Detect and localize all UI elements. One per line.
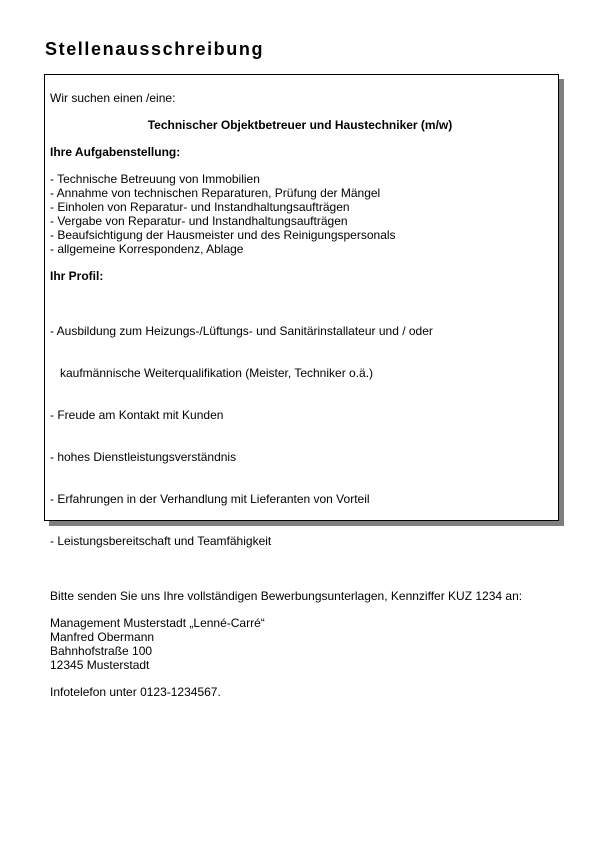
task-item: - Einholen von Reparatur- und Instandhaltungsaufträgen — [50, 200, 350, 214]
address-block — [50, 616, 550, 672]
address-city: 12345 Musterstadt — [50, 658, 150, 672]
profile-item: kaufmännische Weiterqualifikation (Meister, Techniker o.ä.) — [50, 366, 374, 380]
tasks-list — [50, 172, 550, 256]
task-item: - Vergabe von Reparatur- und Instandhaltungsaufträgen — [50, 214, 348, 228]
task-item: - allgemeine Korrespondenz, Ablage — [50, 242, 244, 256]
profile-item: - Ausbildung zum Heizungs-/Lüftungs- und Sanitärinstallateur und / oder — [50, 324, 433, 338]
task-item: - Annahme von technischen Reparaturen, Prüfung der Mängel — [50, 186, 381, 200]
profile-item: - Freude am Kontakt mit Kunden — [50, 408, 224, 422]
task-item: - Technische Betreuung von Immobilien — [50, 172, 260, 186]
intro-text: Wir suchen einen /eine: — [50, 91, 176, 105]
profile-item: - Erfahrungen in der Verhandlung mit Lieferanten von Vorteil — [50, 492, 370, 506]
address-contact: Manfred Obermann — [50, 630, 155, 644]
tasks-heading: Ihre Aufgabenstellung: — [50, 145, 181, 159]
profile-item: - hohes Dienstleistungsverständnis — [50, 450, 237, 464]
address-street: Bahnhofstraße 100 — [50, 644, 153, 658]
job-ad-content — [50, 91, 550, 699]
profile-list — [50, 296, 550, 576]
profile-heading: Ihr Profil: — [50, 269, 104, 283]
job-ad-box — [44, 74, 559, 699]
application-request: Bitte senden Sie uns Ihre vollständigen Bewerbungsunterlagen, Kennziffer KUZ 1234 an: — [50, 589, 523, 603]
address-company: Management Musterstadt „Lenné-Carré“ — [50, 616, 265, 630]
task-item: - Beaufsichtigung der Hausmeister und des Reinigungspersonals — [50, 228, 396, 242]
position-title: Technischer Objektbetreuer und Haustechniker (m/w) — [147, 118, 453, 132]
page-title: Stellenausschreibung — [45, 39, 265, 59]
profile-item: - Leistungsbereitschaft und Teamfähigkeit — [50, 534, 272, 548]
info-phone: Infotelefon unter 0123-1234567. — [50, 685, 221, 699]
